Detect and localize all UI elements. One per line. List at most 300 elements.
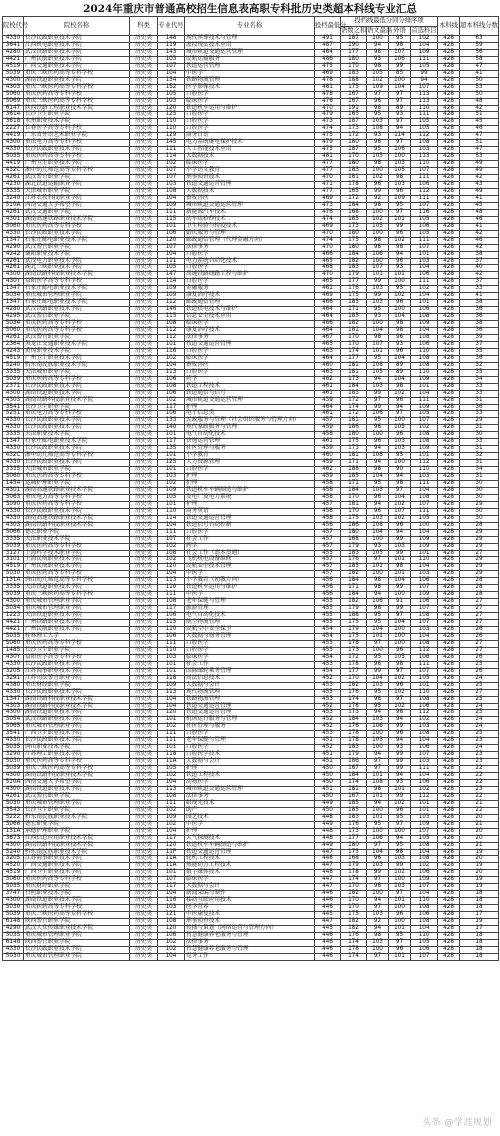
cell-school-name: 长沙民政职业技术学院 bbox=[24, 425, 130, 432]
cell-chinese-math: 170 bbox=[341, 334, 367, 341]
cell-first-choice: 110 bbox=[411, 369, 438, 376]
cell-school-name: 上海民航职业技术学院 bbox=[24, 557, 130, 564]
cell-school-code: 5039 bbox=[3, 376, 24, 383]
cell-major-code: 147 bbox=[158, 272, 185, 279]
cell-category: 历史类 bbox=[130, 258, 158, 265]
cell-school-name: 湖北铁道运输职业学院 bbox=[24, 182, 130, 189]
cell-chinese-math: 185 bbox=[341, 564, 367, 571]
cell-min-score: 458 bbox=[315, 481, 341, 488]
cell-min-score: 477 bbox=[315, 188, 341, 195]
cell-undergrad-line: 428 bbox=[438, 647, 460, 654]
cell-foreign: 101 bbox=[389, 926, 411, 933]
cell-over-line: 63 bbox=[460, 36, 499, 43]
cell-foreign: 104 bbox=[389, 620, 411, 627]
cell-category: 历史类 bbox=[130, 515, 158, 522]
cell-first-choice: 108 bbox=[411, 334, 438, 341]
cell-chinese-math: 178 bbox=[341, 661, 367, 668]
cell-school-name: 德宏职业学院 bbox=[24, 821, 130, 828]
cell-foreign: 100 bbox=[389, 877, 411, 884]
cell-chinese-math: 178 bbox=[341, 703, 367, 710]
cell-undergrad-line: 428 bbox=[438, 898, 460, 905]
cell-undergrad-line: 428 bbox=[438, 800, 460, 807]
cell-chinese-math: 173 bbox=[341, 710, 367, 717]
cell-chinese: 96 bbox=[367, 140, 389, 147]
cell-chinese: 105 bbox=[367, 369, 389, 376]
cell-major-code: 101 bbox=[158, 501, 185, 508]
cell-over-line: 20 bbox=[460, 835, 499, 842]
cell-school-name: 长沙民政职业技术学院 bbox=[24, 418, 130, 425]
cell-category: 历史类 bbox=[130, 773, 158, 780]
cell-foreign: 94 bbox=[389, 773, 411, 780]
cell-school-code: 3747 bbox=[3, 891, 24, 898]
cell-category: 历史类 bbox=[130, 56, 158, 63]
cell-major-name: 虚拟现实技术应用 bbox=[185, 42, 315, 49]
cell-foreign: 103 bbox=[389, 543, 411, 550]
cell-chinese: 100 bbox=[367, 745, 389, 752]
cell-min-score: 457 bbox=[315, 418, 341, 425]
cell-first-choice: 106 bbox=[411, 307, 438, 314]
cell-min-score: 461 bbox=[315, 411, 341, 418]
cell-min-score: 453 bbox=[315, 661, 341, 668]
cell-major-code: 113 bbox=[158, 578, 185, 585]
cell-school-code: 3290 bbox=[3, 752, 24, 759]
cell-major-code: 104 bbox=[158, 571, 185, 578]
cell-category: 历史类 bbox=[130, 286, 158, 293]
cell-first-choice: 103 bbox=[411, 571, 438, 578]
cell-min-score: 469 bbox=[315, 70, 341, 77]
cell-school-code: 5039 bbox=[3, 912, 24, 919]
cell-chinese: 101 bbox=[367, 793, 389, 800]
cell-foreign: 102 bbox=[389, 870, 411, 877]
cell-chinese: 103 bbox=[367, 119, 389, 126]
cell-foreign: 100 bbox=[389, 154, 411, 161]
cell-category: 历史类 bbox=[130, 849, 158, 856]
watermark: 头条 @学涯规划 bbox=[422, 1118, 492, 1128]
cell-category: 历史类 bbox=[130, 682, 158, 689]
cell-min-score: 452 bbox=[315, 703, 341, 710]
cell-foreign: 96 bbox=[389, 300, 411, 307]
cell-major-code: 107 bbox=[158, 536, 185, 543]
cell-undergrad-line: 428 bbox=[438, 439, 460, 446]
score-table bbox=[2, 16, 499, 961]
cell-undergrad-line: 428 bbox=[438, 536, 460, 543]
cell-chinese-math: 175 bbox=[341, 912, 367, 919]
cell-foreign: 99 bbox=[389, 63, 411, 70]
cell-chinese-math: 181 bbox=[341, 786, 367, 793]
cell-chinese: 105 bbox=[367, 223, 389, 230]
cell-min-score: 455 bbox=[315, 606, 341, 613]
cell-over-line: 20 bbox=[460, 814, 499, 821]
cell-chinese-math: 170 bbox=[341, 508, 367, 515]
cell-school-name: 武汉警官职业学院 bbox=[24, 244, 130, 251]
cell-min-score: 452 bbox=[315, 724, 341, 731]
cell-major-code: 115 bbox=[158, 216, 185, 223]
cell-chinese-math: 175 bbox=[341, 515, 367, 522]
cell-foreign: 102 bbox=[389, 675, 411, 682]
cell-first-choice: 108 bbox=[411, 432, 438, 439]
cell-category: 历史类 bbox=[130, 724, 158, 731]
cell-category: 历史类 bbox=[130, 307, 158, 314]
cell-school-name: 黔东南民族职业技术学院 bbox=[24, 849, 130, 856]
cell-category: 历史类 bbox=[130, 474, 158, 481]
cell-undergrad-line: 428 bbox=[438, 334, 460, 341]
cell-chinese-math: 180 bbox=[341, 230, 367, 237]
cell-chinese-math: 183 bbox=[341, 390, 367, 397]
cell-major-name: 畜牧兽医 bbox=[185, 362, 315, 369]
cell-min-score: 466 bbox=[315, 321, 341, 328]
cell-first-choice: 102 bbox=[411, 425, 438, 432]
cell-chinese-math: 184 bbox=[341, 202, 367, 209]
cell-major-code: 114 bbox=[158, 154, 185, 161]
cell-major-code: 101 bbox=[158, 223, 185, 230]
cell-chinese: 101 bbox=[367, 773, 389, 780]
cell-chinese: 98 bbox=[367, 786, 389, 793]
cell-min-score: 475 bbox=[315, 63, 341, 70]
cell-over-line: 25 bbox=[460, 731, 499, 738]
cell-over-line: 28 bbox=[460, 592, 499, 599]
cell-major-name: 人力资源管理 bbox=[185, 460, 315, 467]
cell-first-choice: 111 bbox=[411, 112, 438, 119]
cell-category: 历史类 bbox=[130, 752, 158, 759]
cell-min-score: 453 bbox=[315, 731, 341, 738]
cell-foreign: 104 bbox=[389, 494, 411, 501]
cell-category: 历史类 bbox=[130, 334, 158, 341]
cell-major-name: 现代殡葬技术与管理 bbox=[185, 36, 315, 43]
cell-chinese: 97 bbox=[367, 397, 389, 404]
cell-first-choice: 101 bbox=[411, 800, 438, 807]
cell-major-name: 口腔医学 bbox=[185, 112, 315, 119]
cell-major-code: 110 bbox=[158, 627, 185, 634]
cell-chinese-math: 181 bbox=[341, 418, 367, 425]
cell-major-name: 大气探测技术 bbox=[185, 835, 315, 842]
cell-chinese: 94 bbox=[367, 752, 389, 759]
header-tiebreak-group: 投档线最低分同分排序项 bbox=[341, 17, 438, 27]
cell-first-choice: 111 bbox=[411, 237, 438, 244]
cell-chinese-math: 179 bbox=[341, 272, 367, 279]
cell-category: 历史类 bbox=[130, 529, 158, 536]
cell-school-name: 湖北三峡职业技术学院 bbox=[24, 265, 130, 272]
cell-category: 历史类 bbox=[130, 147, 158, 154]
cell-foreign: 96 bbox=[389, 432, 411, 439]
cell-over-line: 29 bbox=[460, 543, 499, 550]
cell-school-code: 4330 bbox=[3, 460, 24, 467]
cell-school-code: 4303 bbox=[3, 397, 24, 404]
cell-over-line: 23 bbox=[460, 738, 499, 745]
cell-major-code: 120 bbox=[158, 710, 185, 717]
cell-min-score: 454 bbox=[315, 654, 341, 661]
cell-school-code: 3205 bbox=[3, 856, 24, 863]
cell-school-code: 4330 bbox=[3, 738, 24, 745]
cell-min-score: 457 bbox=[315, 564, 341, 571]
cell-school-code: 5063 bbox=[3, 494, 24, 501]
cell-chinese-math: 173 bbox=[341, 828, 367, 835]
cell-major-code: 117 bbox=[158, 439, 185, 446]
cell-over-line: 17 bbox=[460, 926, 499, 933]
cell-major-name: 口腔医学技术 bbox=[185, 752, 315, 759]
cell-major-name: 信息安全技术应用 bbox=[185, 314, 315, 321]
cell-school-code: 4330 bbox=[3, 147, 24, 154]
cell-school-code: 4330 bbox=[3, 661, 24, 668]
table-row bbox=[3, 842, 499, 849]
cell-min-score: 449 bbox=[315, 842, 341, 849]
cell-over-line: 45 bbox=[460, 119, 499, 126]
cell-over-line: 33 bbox=[460, 411, 499, 418]
cell-major-code: 104 bbox=[158, 70, 185, 77]
cell-major-name: 小学语文教育 bbox=[185, 168, 315, 175]
cell-undergrad-line: 428 bbox=[438, 432, 460, 439]
cell-undergrad-line: 428 bbox=[438, 515, 460, 522]
cell-school-name: 武汉交通职业学院 bbox=[24, 209, 130, 216]
cell-first-choice: 105 bbox=[411, 675, 438, 682]
cell-first-choice: 107 bbox=[411, 668, 438, 675]
cell-school-name: 黔东南民族职业技术学院 bbox=[24, 362, 130, 369]
cell-major-name: 旅游管理 bbox=[185, 606, 315, 613]
cell-school-name: 江苏司法警官职业学院 bbox=[24, 675, 130, 682]
cell-chinese-math: 175 bbox=[341, 84, 367, 91]
cell-chinese: 99 bbox=[367, 279, 389, 286]
cell-over-line: 42 bbox=[460, 272, 499, 279]
cell-foreign: 102 bbox=[389, 800, 411, 807]
cell-over-line: 29 bbox=[460, 418, 499, 425]
cell-major-code: 101 bbox=[158, 467, 185, 474]
cell-chinese: 97 bbox=[367, 759, 389, 766]
cell-foreign: 99 bbox=[389, 536, 411, 543]
cell-school-name: 重庆城市管理职业学院 bbox=[24, 953, 130, 960]
cell-over-line: 27 bbox=[460, 606, 499, 613]
cell-major-name: 老年保健与管理 bbox=[185, 738, 315, 745]
cell-category: 历史类 bbox=[130, 912, 158, 919]
cell-chinese: 96 bbox=[367, 494, 389, 501]
cell-first-choice: 106 bbox=[411, 223, 438, 230]
cell-major-name: 快递运营管理 bbox=[185, 439, 315, 446]
cell-major-code: 107 bbox=[158, 244, 185, 251]
cell-major-code: 111 bbox=[158, 592, 185, 599]
cell-school-code: 3101 bbox=[3, 557, 24, 564]
cell-over-line: 31 bbox=[460, 397, 499, 404]
cell-major-code: 104 bbox=[158, 522, 185, 529]
cell-chinese-math: 185 bbox=[341, 807, 367, 814]
cell-foreign: 94 bbox=[389, 474, 411, 481]
cell-school-name: 长沙卫生职业学院 bbox=[24, 647, 130, 654]
cell-school-code: 4261 bbox=[3, 258, 24, 265]
cell-min-score: 447 bbox=[315, 877, 341, 884]
cell-chinese-math: 176 bbox=[341, 557, 367, 564]
cell-category: 历史类 bbox=[130, 446, 158, 453]
cell-chinese: 98 bbox=[367, 467, 389, 474]
cell-chinese-math: 170 bbox=[341, 884, 367, 891]
cell-major-code: 109 bbox=[158, 682, 185, 689]
cell-chinese-math: 181 bbox=[341, 453, 367, 460]
cell-school-name: 黑龙江交通职业技术学院 bbox=[24, 341, 130, 348]
cell-school-name: 武汉警官职业学院 bbox=[24, 314, 130, 321]
cell-foreign: 98 bbox=[389, 710, 411, 717]
cell-foreign: 93 bbox=[389, 779, 411, 786]
cell-major-name: 护理 bbox=[185, 474, 315, 481]
cell-undergrad-line: 428 bbox=[438, 314, 460, 321]
cell-category: 历史类 bbox=[130, 140, 158, 147]
cell-category: 历史类 bbox=[130, 898, 158, 905]
cell-first-choice: 104 bbox=[411, 390, 438, 397]
cell-chinese: 100 bbox=[367, 647, 389, 654]
cell-over-line: 30 bbox=[460, 487, 499, 494]
cell-min-score: 487 bbox=[315, 42, 341, 49]
cell-major-name: 动物医学 bbox=[185, 779, 315, 786]
cell-school-name: 重庆城市管理职业学院 bbox=[24, 932, 130, 939]
cell-school-name: 石家庄邮电职业技术学院 bbox=[24, 439, 130, 446]
cell-chinese-math: 182 bbox=[341, 926, 367, 933]
cell-chinese-math: 178 bbox=[341, 738, 367, 745]
cell-category: 历史类 bbox=[130, 293, 158, 300]
cell-school-code: 4330 bbox=[3, 446, 24, 453]
cell-category: 历史类 bbox=[130, 620, 158, 627]
cell-major-code: 116 bbox=[158, 898, 185, 905]
cell-major-name: 临床医学 bbox=[185, 355, 315, 362]
cell-over-line: 18 bbox=[460, 891, 499, 898]
cell-first-choice: 107 bbox=[411, 828, 438, 835]
cell-school-name: 长沙民政职业技术学院 bbox=[24, 383, 130, 390]
cell-undergrad-line: 428 bbox=[438, 49, 460, 56]
cell-category: 历史类 bbox=[130, 175, 158, 182]
cell-over-line: 33 bbox=[460, 383, 499, 390]
cell-over-line: 38 bbox=[460, 300, 499, 307]
cell-chinese-math: 186 bbox=[341, 759, 367, 766]
cell-undergrad-line: 428 bbox=[438, 606, 460, 613]
cell-major-code: 106 bbox=[158, 932, 185, 939]
cell-school-code: 5035 bbox=[3, 884, 24, 891]
cell-school-code: 1347 bbox=[3, 237, 24, 244]
cell-school-code: 5240 bbox=[3, 362, 24, 369]
cell-chinese-math: 176 bbox=[341, 724, 367, 731]
cell-category: 历史类 bbox=[130, 91, 158, 98]
cell-school-name: 重庆医药高等专科学校 bbox=[24, 223, 130, 230]
cell-category: 历史类 bbox=[130, 202, 158, 209]
cell-major-name: 护理 bbox=[185, 766, 315, 773]
cell-min-score: 447 bbox=[315, 884, 341, 891]
cell-major-code: 106 bbox=[158, 390, 185, 397]
cell-school-name: 日照职业技术学院 bbox=[24, 891, 130, 898]
cell-chinese-math: 181 bbox=[341, 369, 367, 376]
cell-chinese-math: 184 bbox=[341, 773, 367, 780]
cell-category: 历史类 bbox=[130, 946, 158, 953]
cell-major-code: 143 bbox=[158, 49, 185, 56]
cell-undergrad-line: 428 bbox=[438, 842, 460, 849]
cell-school-name: 长沙卫生职业学院 bbox=[24, 404, 130, 411]
cell-major-code: 113 bbox=[158, 786, 185, 793]
cell-undergrad-line: 428 bbox=[438, 814, 460, 821]
cell-major-code: 115 bbox=[158, 620, 185, 627]
cell-school-name: 重庆三峡医药高等专科学校 bbox=[24, 592, 130, 599]
cell-school-code: 3335 bbox=[3, 467, 24, 474]
cell-min-score: 456 bbox=[315, 578, 341, 585]
cell-min-score: 459 bbox=[315, 397, 341, 404]
cell-over-line: 34 bbox=[460, 376, 499, 383]
cell-min-score: 450 bbox=[315, 773, 341, 780]
cell-category: 历史类 bbox=[130, 84, 158, 91]
cell-over-line: 31 bbox=[460, 460, 499, 467]
cell-chinese-math: 168 bbox=[341, 536, 367, 543]
cell-major-name: 法律事务 bbox=[185, 939, 315, 946]
cell-chinese: 103 bbox=[367, 682, 389, 689]
cell-chinese: 109 bbox=[367, 84, 389, 91]
cell-chinese: 99 bbox=[367, 668, 389, 675]
cell-major-name: 口腔医学 bbox=[185, 647, 315, 654]
cell-min-score: 455 bbox=[315, 550, 341, 557]
cell-undergrad-line: 428 bbox=[438, 446, 460, 453]
cell-undergrad-line: 428 bbox=[438, 926, 460, 933]
cell-chinese-math: 172 bbox=[341, 397, 367, 404]
cell-first-choice: 109 bbox=[411, 404, 438, 411]
cell-foreign: 100 bbox=[389, 905, 411, 912]
cell-school-name: 永州职业技术学院 bbox=[24, 119, 130, 126]
cell-major-code: 102 bbox=[158, 946, 185, 953]
cell-major-code: 108 bbox=[158, 188, 185, 195]
cell-major-name: 新闻采编与制作 bbox=[185, 891, 315, 898]
cell-over-line: 25 bbox=[460, 710, 499, 717]
cell-chinese: 98 bbox=[367, 237, 389, 244]
cell-over-line: 33 bbox=[460, 439, 499, 446]
cell-category: 历史类 bbox=[130, 745, 158, 752]
cell-over-line: 31 bbox=[460, 474, 499, 481]
cell-school-code: 5039 bbox=[3, 70, 24, 77]
cell-category: 历史类 bbox=[130, 63, 158, 70]
cell-chinese: 92 bbox=[367, 195, 389, 202]
cell-school-name: 江苏理工职业技术学院 bbox=[24, 752, 130, 759]
cell-chinese-math: 185 bbox=[341, 216, 367, 223]
cell-major-code: 117 bbox=[158, 884, 185, 891]
cell-chinese-math: 171 bbox=[341, 307, 367, 314]
cell-foreign: 102 bbox=[389, 237, 411, 244]
cell-chinese-math: 178 bbox=[341, 870, 367, 877]
cell-chinese: 96 bbox=[367, 856, 389, 863]
cell-school-code: 5060 bbox=[3, 474, 24, 481]
cell-undergrad-line: 428 bbox=[438, 627, 460, 634]
cell-major-code: 116 bbox=[158, 348, 185, 355]
cell-school-name: 广西卫生职业技术学院 bbox=[24, 870, 130, 877]
cell-category: 历史类 bbox=[130, 919, 158, 926]
cell-major-code: 117 bbox=[158, 606, 185, 613]
table-row bbox=[3, 397, 499, 404]
cell-min-score: 450 bbox=[315, 779, 341, 786]
cell-first-choice: 111 bbox=[411, 279, 438, 286]
cell-school-code: 4303 bbox=[3, 84, 24, 91]
cell-major-code: 105 bbox=[158, 494, 185, 501]
cell-undergrad-line: 428 bbox=[438, 599, 460, 606]
cell-min-score: 455 bbox=[315, 647, 341, 654]
cell-chinese-math: 180 bbox=[341, 244, 367, 251]
cell-category: 历史类 bbox=[130, 501, 158, 508]
cell-undergrad-line: 428 bbox=[438, 77, 460, 84]
cell-min-score: 481 bbox=[315, 84, 341, 91]
cell-chinese: 97 bbox=[367, 953, 389, 960]
cell-major-name: 铁道供电技术与维护 bbox=[185, 307, 315, 314]
cell-school-name: 重庆三峡医药高等专科学校 bbox=[24, 84, 130, 91]
cell-chinese: 100 bbox=[367, 168, 389, 175]
cell-min-score: 449 bbox=[315, 800, 341, 807]
cell-category: 历史类 bbox=[130, 863, 158, 870]
cell-school-code: 4280 bbox=[3, 49, 24, 56]
cell-foreign: 100 bbox=[389, 627, 411, 634]
cell-school-code: 5039 bbox=[3, 592, 24, 599]
header-undergrad-line: 本科线 bbox=[438, 17, 460, 36]
cell-foreign: 97 bbox=[389, 668, 411, 675]
cell-major-code: 103 bbox=[158, 474, 185, 481]
cell-min-score: 469 bbox=[315, 293, 341, 300]
cell-school-name: 唐山幼儿师范高等专科学校 bbox=[24, 578, 130, 585]
cell-major-name: 铁道交通运营管理 bbox=[185, 710, 315, 717]
cell-over-line: 53 bbox=[460, 84, 499, 91]
cell-first-choice: 111 bbox=[411, 766, 438, 773]
cell-first-choice: 105 bbox=[411, 230, 438, 237]
